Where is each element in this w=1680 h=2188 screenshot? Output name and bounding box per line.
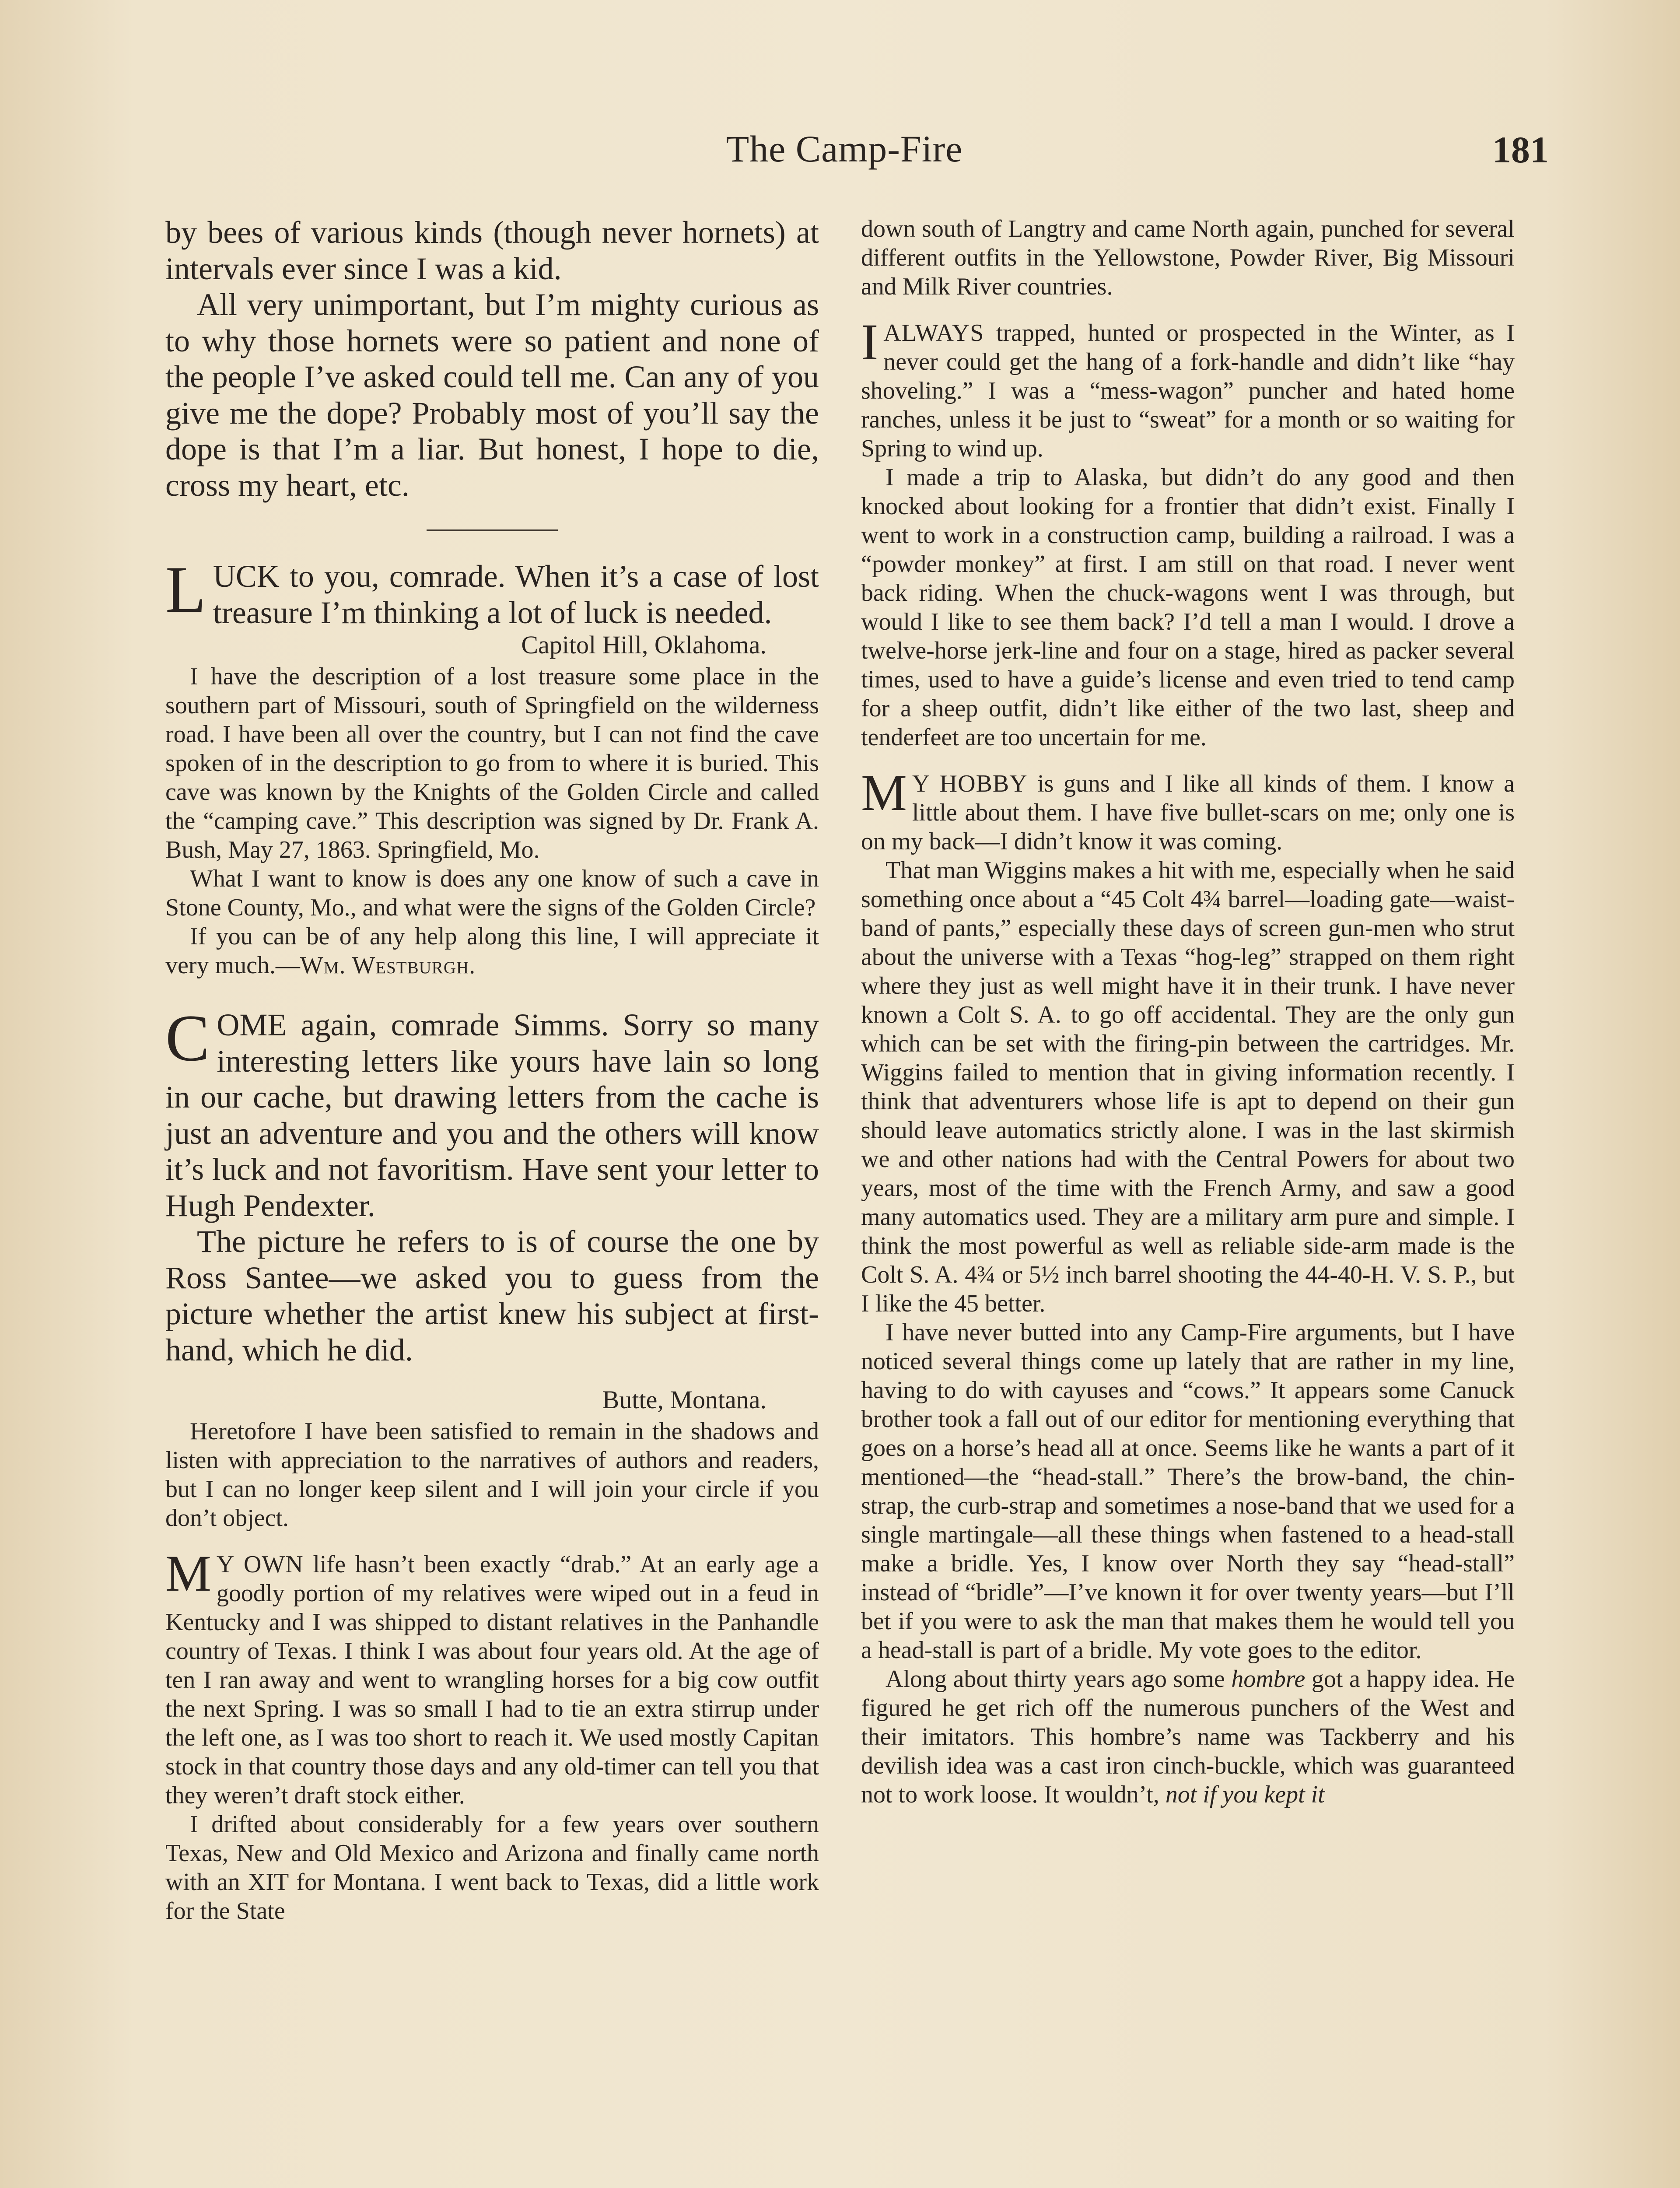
letter-closing: If you can be of any help along this line, I will appreciate it very much.— xyxy=(165,923,819,979)
editor-comment-text: OME again, comrade Simms. Sorry so many interesting letters like yours have lain so long in our cache, but drawing letters from the cache is just an adventure and you and the others will know it’s luck and not favoritism. Have sent your letter to Hugh Pendexter. xyxy=(165,1007,819,1223)
drop-cap: M xyxy=(165,1545,211,1602)
intro-section xyxy=(165,214,819,503)
letter-paragraph xyxy=(861,1665,1515,1809)
right-column xyxy=(861,214,1515,1809)
drop-cap: L xyxy=(165,553,206,626)
paragraph-text: Along about thirty years ago some xyxy=(886,1666,1232,1693)
letter-paragraph xyxy=(165,922,819,980)
spacer xyxy=(861,752,1515,769)
editor-comment xyxy=(165,553,819,631)
butte-letter-continued xyxy=(861,214,1515,1809)
editor-comment-text: UCK to you, comrade. When it’s a case of lost treasure I’m thinking a lot of luck is needed. xyxy=(213,559,819,630)
paragraph-text: life hasn’t been exactly “drab.” At an early age a goodly portion of my relatives were wiped out in a feud in Kentucky and I was shipped to distant relatives in the Panhandle country of Texas. I think I was about four years old. At the age of ten I ran away and went to wrangling horses for a big cow outfit the next Spring. I was so small I had to tie an extra stirrup under the left one, as I was too short to reach it. We used mostly Capitan stock in that country those days and any old-timer can tell you that they weren’t draft stock either. xyxy=(165,1551,819,1809)
lead-caps: ALWAYS xyxy=(883,319,984,347)
butte-letter xyxy=(165,1385,819,1925)
running-title: The Camp-Fire xyxy=(726,128,963,170)
italic-word: hombre xyxy=(1231,1666,1306,1693)
lead-caps: Y HOBBY xyxy=(912,770,1028,797)
spacer xyxy=(861,301,1515,319)
letter-paragraph: What I want to know is does any one know of such a cave in Stone County, Mo., and what were the signs of the Golden Circle? xyxy=(165,865,819,921)
letter-place: Capitol Hill, Oklahoma. xyxy=(521,631,766,659)
left-column xyxy=(165,214,819,1925)
letter-paragraph: I drifted about considerably for a few years over southern Texas, New and Old Mexico and Arizona and finally came north with an XIT for Montana. I went back to Texas, did a little work for the State xyxy=(165,1811,819,1925)
letter-signature: Wm. Westburgh. xyxy=(300,952,476,979)
editor-comment xyxy=(165,1001,819,1224)
letter-place: Butte, Montana. xyxy=(602,1385,766,1414)
spacer xyxy=(165,1532,819,1550)
spacer xyxy=(165,1368,819,1385)
section-divider xyxy=(427,529,558,531)
letter-paragraph: down south of Langtry and came North again, punched for several different outfits in the Yellowstone, Powder River, Big Missouri and Milk River countries. xyxy=(861,215,1515,300)
letter-paragraph: I have never butted into any Camp-Fire arguments, but I have noticed several things come up lately that are rather in my line, having to do with cayuses and “cows.” It appears some Canuck brother took a fall out of our editor for mentioning everything that goes on a horse’s head all at once. Seems like he wants a part of it mentioned—the “head-stall.” There’s the brow-band, the chin-strap, the curb-strap and sometimes a nose-band that we used for a single martingale—all these things when fastened to a head-stall make a bridle. Yes, I know over North they say “head-stall” instead of “bridle”—I’ve known it for over twenty years—but I’ll bet if you were to ask the man that makes them he would tell you a head-stall is part of a bridle. My vote goes to the editor. xyxy=(861,1319,1515,1664)
intro-paragraph: All very unimportant, but I’m mighty curious as to why those hornets were so patient and none of the people I’ve asked could tell me. Can any of you give me the dope? Probably most of you’ll say the dope is that I’m a liar. But honest, I hope to die, cross my heart, etc. xyxy=(165,287,819,503)
letter-paragraph: Heretofore I have been satisfied to remain in the shadows and listen with appreciation to the narratives of authors and readers, but I can no longer keep silent and I will join your circle if you don’t object. xyxy=(165,1418,819,1532)
letter-paragraph xyxy=(165,1545,819,1810)
letter-paragraph xyxy=(861,313,1515,463)
drop-cap: M xyxy=(861,764,907,821)
paragraph-text: is guns and I like all kinds of them. I know a little about them. I have five bullet-scars on me; only one is on my back—I didn’t know it was coming. xyxy=(861,770,1515,855)
page-number: 181 xyxy=(1492,129,1549,171)
letter-paragraph: I have the description of a lost treasure some place in the southern part of Missouri, south of Springfield on the wilderness road. I have been all over the country, but I can not find the cave spoken of in the description to go from to where it is buried. This cave was known by the Knights of the Golden Circle and called the “camping cave.” This description was signed by Dr. Frank A. Bush, May 27, 1863. Springfield, Mo. xyxy=(165,663,819,863)
spacer xyxy=(165,980,819,1007)
come-again-section xyxy=(165,1001,819,1368)
luck-section xyxy=(165,553,819,631)
letter-paragraph xyxy=(861,764,1515,856)
drop-cap: I xyxy=(861,313,878,371)
westburgh-letter xyxy=(165,631,819,980)
intro-paragraph: by bees of various kinds (though never hornets) at intervals ever since I was a kid. xyxy=(165,215,819,286)
letter-paragraph: That man Wiggins makes a hit with me, especially when he said something once about a “45 Colt 4¾ barrel—loading gate—waist-band of pants,” especially these days of screen gun-men who strut about the universe with a Texas “hog-leg” strapped on them right where they just as well might have it in their trunk. I have never known a Colt S. A. to go off accidental. They are the only gun which can be set with the firing-pin between the cartridges. Mr. Wiggins failed to mention that in giving information recently. I think that adventurers whose life is apt to depend on their gun should leave automatics strictly alone. I was in the last skirmish we and other nations had with the Central Powers for about two years, most of the time with the French Army, and saw a good many automatics used. They are a military arm pure and simple. I think the most powerful as well as reliable side-arm made is the Colt S. A. 4¾ or 5½ inch barrel shooting the 44-40-H. V. S. P., but I like the 45 better. xyxy=(861,857,1515,1317)
italic-phrase: not if you kept it xyxy=(1165,1781,1325,1808)
drop-cap: C xyxy=(165,1001,210,1075)
lead-caps: Y OWN xyxy=(216,1551,304,1578)
letter-paragraph: I made a trip to Alaska, but didn’t do any good and then knocked about looking for a frontier that didn’t exist. Finally I went to work in a construction camp, building a railroad. I was a “powder monkey” at first. I am still on that road. I never went back riding. When the chuck-wagons went I was through, but would I like to see them back? I’d tell a man I would. I drove a twelve-horse jerk-line and four on a stage, hired as packer several times, used to have a guide’s license and even tried to tend camp for a sheep outfit, didn’t like either of the two last, sheep and tenderfeet are too uncertain for me. xyxy=(861,464,1515,751)
paragraph-text: trapped, hunted or prospected in the Winter, as I never could get the hang of a fork-handle and didn’t like “hay shoveling.” I was a “mess-wagon” puncher and hated home ranches, unless it be just to “sweat” for a month or so waiting for Spring to wind up. xyxy=(861,319,1515,462)
editor-comment-text: The picture he refers to is of course the one by Ross Santee—we asked you to guess from the picture whether the artist knew his subject at first-hand, which he did. xyxy=(165,1224,819,1368)
paragraph-text: got a happy idea. He figured he get rich off the numerous punchers of the West and their imitators. This hombre’s name was Tackberry and his devilish idea was a cast iron cinch-buckle, which was guaranteed not to work loose. It wouldn’t, xyxy=(861,1666,1515,1808)
